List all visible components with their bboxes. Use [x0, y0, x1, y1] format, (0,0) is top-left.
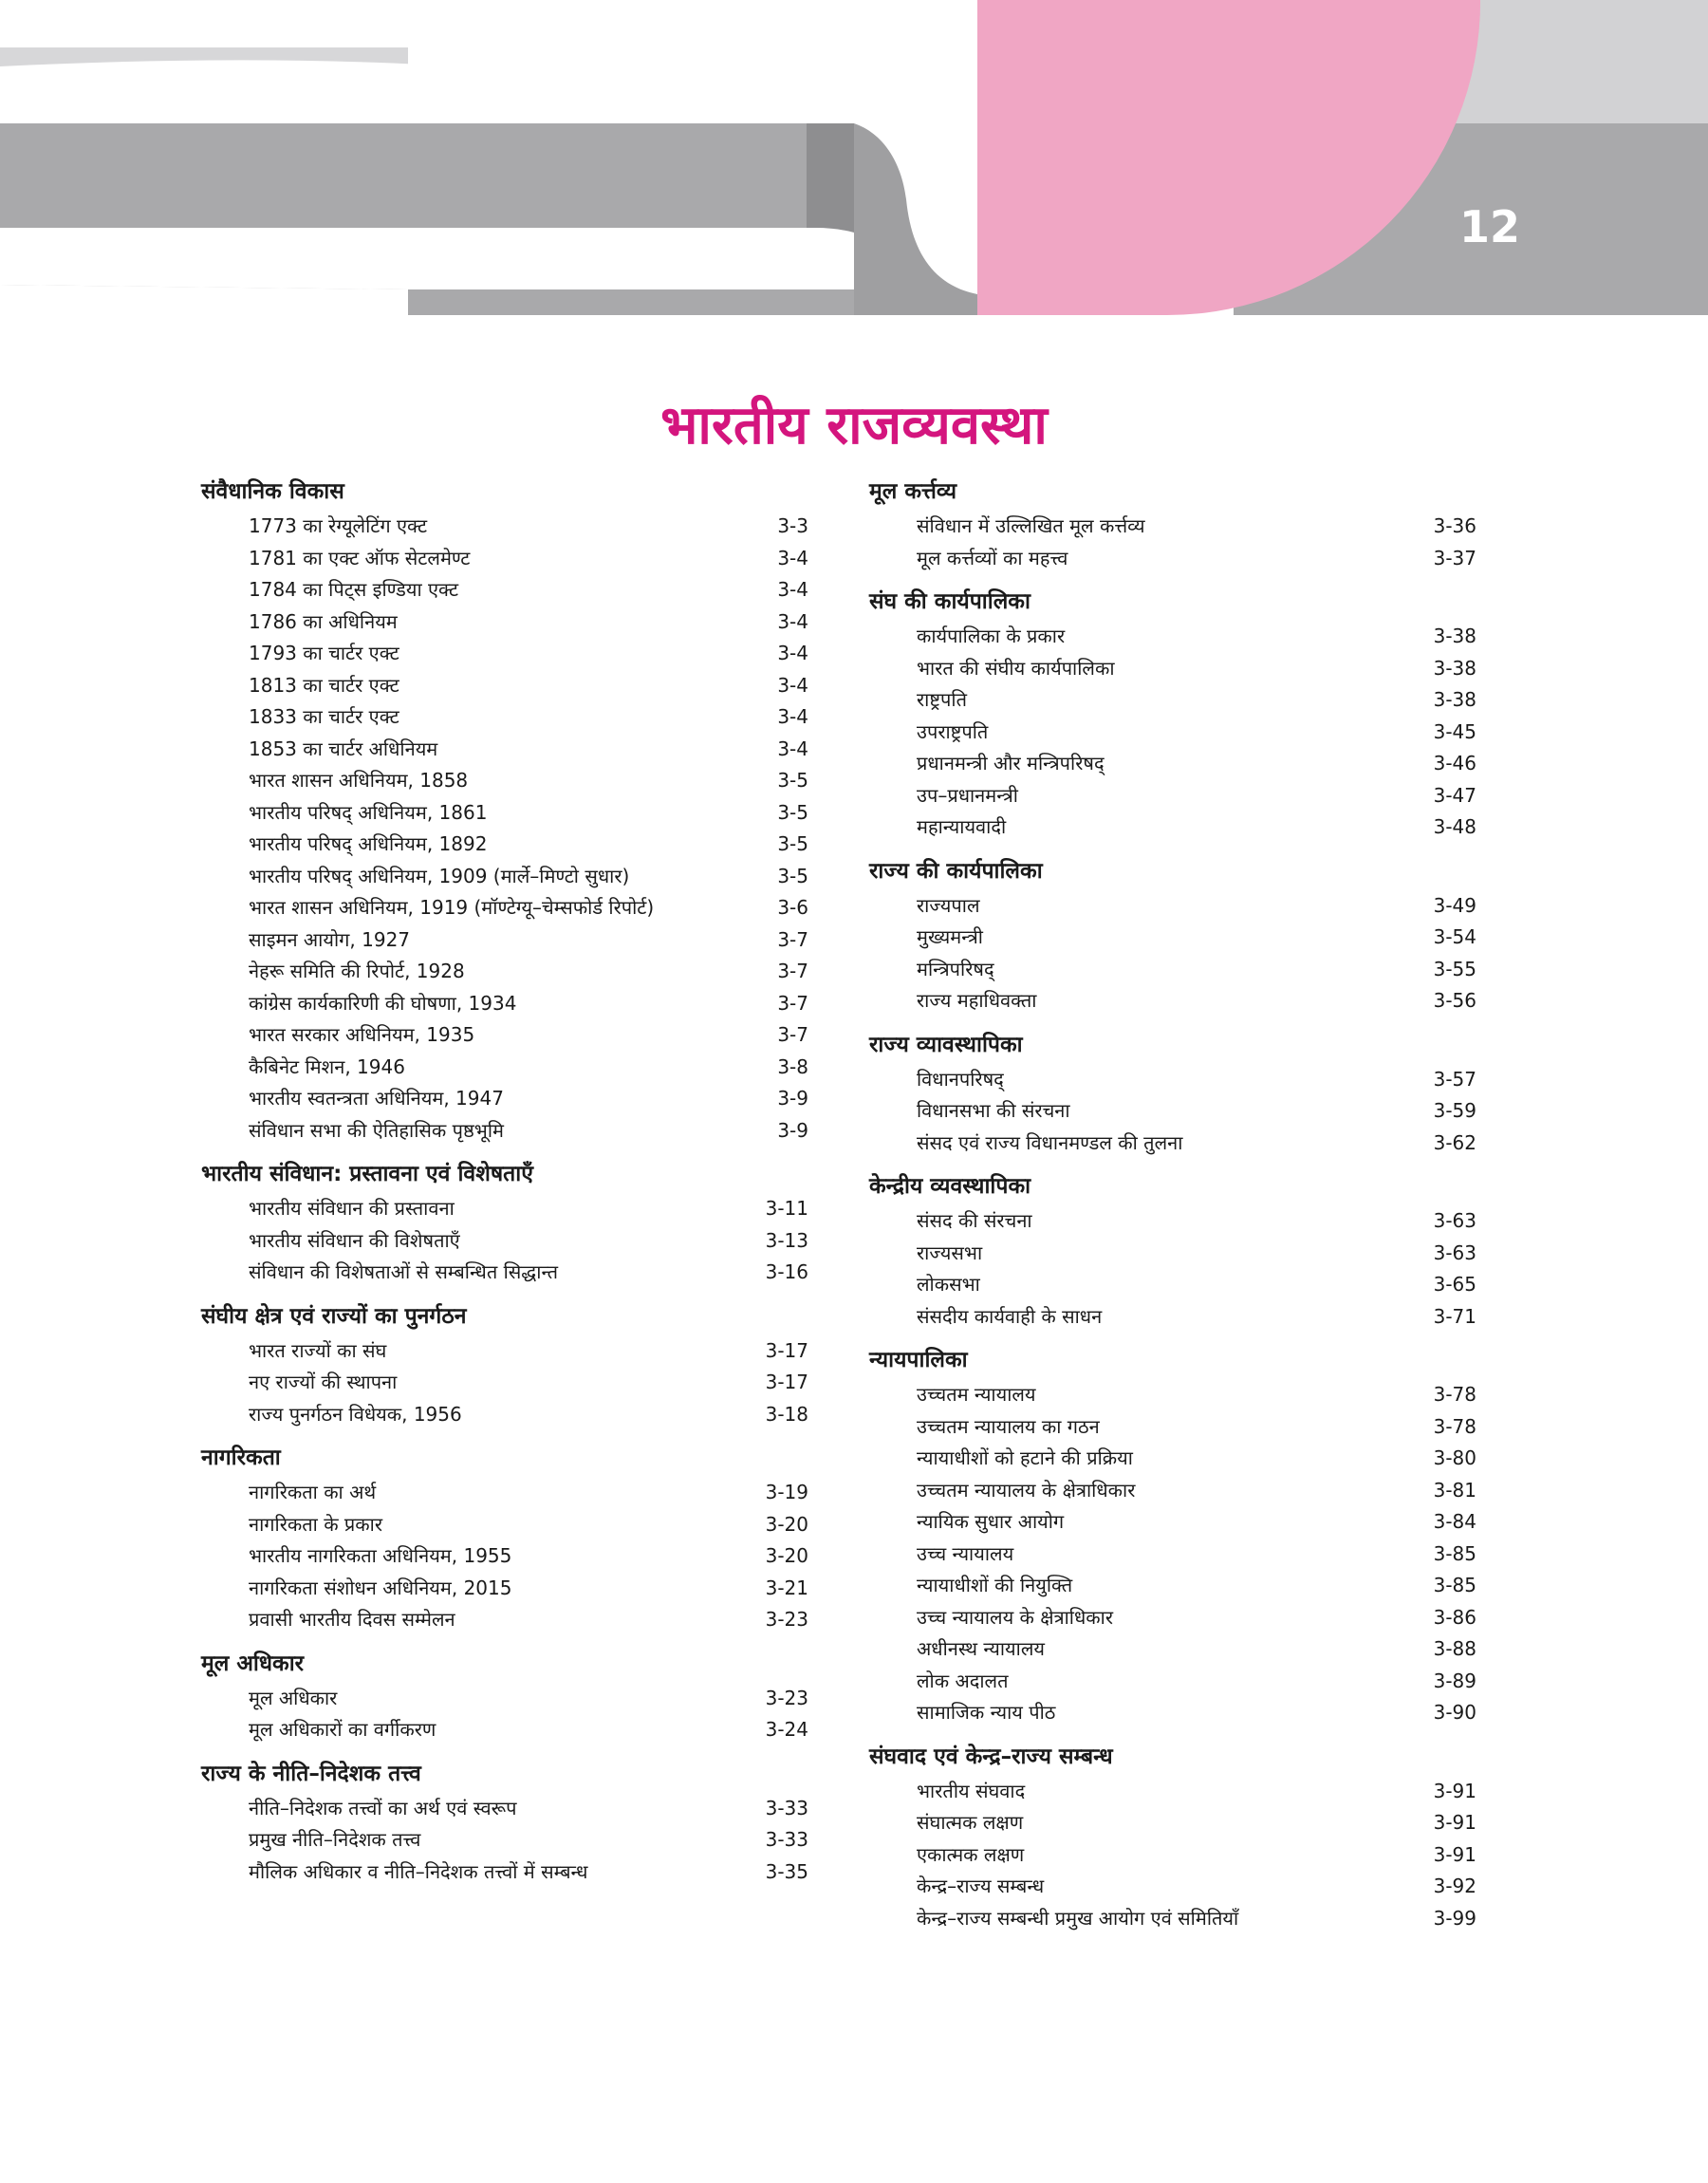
- entry-page-number: 3-88: [1433, 1637, 1476, 1660]
- entry-page-number: 3-59: [1433, 1099, 1476, 1122]
- entry-label: नागरिकता के प्रकार: [249, 1512, 383, 1536]
- toc-entry[interactable]: [201, 861, 808, 893]
- entry-label: कांग्रेस कार्यकारिणी की घोषणा, 1934: [249, 991, 517, 1015]
- entry-label: राज्यपाल: [917, 893, 980, 917]
- toc-entry[interactable]: [869, 1570, 1476, 1602]
- section-title: संघवाद एवं केन्द्र–राज्य सम्बन्ध: [869, 1744, 1113, 1769]
- entry-page-number: 3-4: [777, 737, 808, 760]
- toc-entry[interactable]: [201, 829, 808, 861]
- entry-page-number: 3-86: [1433, 1605, 1476, 1629]
- entry-label: उच्चतम न्यायालय का गठन: [917, 1414, 1100, 1438]
- toc-entry[interactable]: [201, 1793, 808, 1825]
- toc-section: [869, 1341, 1476, 1729]
- entry-label: साइमन आयोग, 1927: [249, 927, 411, 951]
- entry-label: 1833 का चार्टर एक्ट: [249, 705, 399, 728]
- toc-entry[interactable]: [869, 621, 1476, 653]
- entry-page-number: 3-99: [1433, 1906, 1476, 1930]
- entry-label: सामाजिक न्याय पीठ: [917, 1701, 1056, 1724]
- entry-page-number: 3-62: [1433, 1130, 1476, 1154]
- entry-page-number: 3-5: [777, 832, 808, 855]
- toc-section: [869, 1738, 1476, 1935]
- entry-page-number: 3-23: [765, 1686, 808, 1709]
- toc-entry[interactable]: [201, 1714, 808, 1746]
- entry-page-number: 3-38: [1433, 656, 1476, 680]
- entry-label: मन्त्रिपरिषद्: [917, 957, 994, 980]
- entry-page-number: 3-5: [777, 769, 808, 792]
- toc-entry[interactable]: [869, 1269, 1476, 1301]
- entry-label: विधानसभा की संरचना: [917, 1099, 1070, 1122]
- entry-label: भारत राज्यों का संघ: [249, 1338, 387, 1362]
- entry-label: भारतीय परिषद् अधिनियम, 1861: [249, 800, 488, 824]
- toc-entry[interactable]: [201, 701, 808, 734]
- entry-label: नेहरू समिति की रिपोर्ट, 1928: [249, 960, 465, 982]
- entry-page-number: 3-36: [1433, 514, 1476, 537]
- section-title: संघ की कार्यपालिका: [869, 589, 1030, 614]
- entry-page-number: 3-91: [1433, 1779, 1476, 1802]
- toc-entry[interactable]: [201, 988, 808, 1020]
- entry-label: 1786 का अधिनियम: [249, 609, 398, 633]
- entry-label: भारतीय परिषद् अधिनियम, 1909 (मार्ले–मिण्टो सुधार): [249, 864, 630, 887]
- toc-entry[interactable]: [201, 511, 808, 543]
- toc-entry[interactable]: [201, 638, 808, 670]
- entry-label: भारत सरकार अधिनियम, 1935: [249, 1023, 475, 1046]
- entry-label: संसद एवं राज्य विधानमण्डल की तुलना: [917, 1130, 1183, 1154]
- toc-entry[interactable]: [869, 1475, 1476, 1507]
- toc-entry[interactable]: [869, 985, 1476, 1017]
- banner-graphic: [0, 0, 1708, 315]
- toc-entry[interactable]: [869, 1238, 1476, 1270]
- toc-entry[interactable]: [201, 797, 808, 830]
- entry-label: राष्ट्रपति: [917, 688, 967, 711]
- toc-right-column: [869, 473, 1476, 1943]
- entry-label: प्रवासी भारतीय दिवस सम्मेलन: [249, 1608, 455, 1631]
- entry-page-number: 3-63: [1433, 1241, 1476, 1264]
- entry-page-number: 3-63: [1433, 1209, 1476, 1232]
- entry-page-number: 3-4: [777, 546, 808, 569]
- entry-page-number: 3-17: [765, 1371, 808, 1393]
- toc-entry[interactable]: [869, 1871, 1476, 1903]
- toc-entry[interactable]: [869, 780, 1476, 812]
- toc-entry[interactable]: [201, 1856, 808, 1889]
- toc-entry[interactable]: [869, 717, 1476, 749]
- entry-page-number: 3-4: [777, 578, 808, 601]
- entry-page-number: 3-3: [777, 514, 808, 537]
- entry-label: मूल कर्त्तव्यों का महत्त्व: [917, 546, 1068, 569]
- section-title: मूल कर्त्तव्य: [869, 479, 957, 504]
- section-title: नागरिकता: [201, 1446, 281, 1470]
- toc-entry[interactable]: [201, 1477, 808, 1509]
- entry-page-number: 3-85: [1433, 1541, 1476, 1565]
- entry-label: उपराष्ट्रपति: [917, 719, 989, 743]
- toc-entry[interactable]: [201, 1824, 808, 1856]
- toc-section: [201, 1439, 808, 1636]
- toc-entry[interactable]: [869, 890, 1476, 923]
- toc-entry[interactable]: [201, 1540, 808, 1573]
- entry-page-number: 3-9: [777, 1118, 808, 1142]
- entry-page-number: 3-7: [777, 991, 808, 1015]
- toc-entry[interactable]: [201, 956, 808, 988]
- toc-entry[interactable]: [869, 1506, 1476, 1539]
- entry-label: मूल अधिकार: [249, 1686, 338, 1709]
- entry-label: नागरिकता का अर्थ: [249, 1481, 377, 1503]
- entry-label: मौलिक अधिकार व नीति–निदेशक तत्त्वों में सम्बन्ध: [249, 1859, 588, 1883]
- toc-entry[interactable]: [201, 543, 808, 575]
- entry-label: विधानपरिषद्: [917, 1067, 1004, 1091]
- entry-label: 1793 का चार्टर एक्ट: [249, 642, 399, 664]
- entry-page-number: 3-7: [777, 960, 808, 982]
- entry-label: भारतीय संविधान की प्रस्तावना: [249, 1197, 455, 1220]
- section-title: न्यायपालिका: [869, 1348, 968, 1372]
- toc-section: [869, 1167, 1476, 1333]
- entry-label: प्रधानमन्त्री और मन्त्रिपरिषद्: [917, 752, 1105, 774]
- entry-label: भारतीय संघवाद: [917, 1779, 1026, 1802]
- toc-entry[interactable]: [201, 574, 808, 606]
- toc-entry[interactable]: [869, 1903, 1476, 1935]
- section-title: राज्य के नीति–निदेशक तत्त्व: [201, 1761, 421, 1786]
- entry-label: 1773 का रेग्यूलेटिंग एक्ट: [249, 514, 428, 537]
- entry-page-number: 3-47: [1433, 783, 1476, 807]
- entry-page-number: 3-19: [765, 1481, 808, 1503]
- entry-label: लोकसभा: [917, 1273, 980, 1296]
- entry-page-number: 3-11: [765, 1197, 808, 1220]
- toc-entry[interactable]: [201, 1019, 808, 1052]
- toc-entry[interactable]: [869, 1697, 1476, 1729]
- entry-label: संविधान सभा की ऐतिहासिक पृष्ठभूमि: [249, 1118, 504, 1142]
- toc-entry[interactable]: [869, 1839, 1476, 1872]
- toc-entry[interactable]: [201, 1399, 808, 1431]
- entry-label: संघात्मक लक्षण: [917, 1811, 1024, 1834]
- toc-entry[interactable]: [201, 1604, 808, 1636]
- entry-label: अधीनस्थ न्यायालय: [917, 1637, 1045, 1660]
- entry-label: न्यायिक सुधार आयोग: [917, 1510, 1065, 1533]
- toc-entry[interactable]: [201, 1083, 808, 1115]
- entry-label: लोक अदालत: [917, 1669, 1009, 1692]
- entry-page-number: 3-80: [1433, 1446, 1476, 1469]
- entry-page-number: 3-91: [1433, 1811, 1476, 1834]
- entry-page-number: 3-17: [765, 1338, 808, 1362]
- toc-entry[interactable]: [869, 1666, 1476, 1698]
- entry-label: न्यायाधीशों की नियुक्ति: [917, 1574, 1073, 1596]
- entry-label: न्यायाधीशों को हटाने की प्रक्रिया: [917, 1446, 1133, 1469]
- toc-entry[interactable]: [869, 922, 1476, 954]
- toc-entry[interactable]: [201, 892, 808, 924]
- entry-page-number: 3-33: [765, 1828, 808, 1851]
- entry-label: कैबिनेट मिशन, 1946: [249, 1054, 405, 1078]
- entry-label: उच्च न्यायालय: [917, 1541, 1014, 1565]
- entry-page-number: 3-5: [777, 800, 808, 824]
- toc-entry[interactable]: [869, 1776, 1476, 1808]
- entry-page-number: 3-84: [1433, 1510, 1476, 1533]
- toc-entry[interactable]: [869, 684, 1476, 717]
- entry-label: संविधान में उल्लिखित मूल कर्त्तव्य: [917, 514, 1145, 537]
- entry-page-number: 3-20: [765, 1512, 808, 1536]
- toc-entry[interactable]: [201, 606, 808, 639]
- entry-page-number: 3-9: [777, 1087, 808, 1110]
- toc-entry[interactable]: [201, 924, 808, 957]
- entry-page-number: 3-18: [765, 1402, 808, 1426]
- toc-section: [201, 1645, 808, 1746]
- entry-label: उच्चतम न्यायालय: [917, 1383, 1036, 1406]
- toc-entry[interactable]: [869, 1633, 1476, 1666]
- entry-label: राज्यसभा: [917, 1241, 983, 1264]
- toc-entry[interactable]: [869, 1205, 1476, 1238]
- toc-entry[interactable]: [869, 812, 1476, 844]
- entry-page-number: 3-90: [1433, 1701, 1476, 1724]
- chapter-number: 12: [1458, 201, 1520, 252]
- section-title: राज्य व्यावस्थापिका: [869, 1032, 1023, 1057]
- toc-entry[interactable]: [869, 748, 1476, 780]
- entry-label: संसद की संरचना: [917, 1209, 1032, 1232]
- toc-entry[interactable]: [869, 1095, 1476, 1128]
- entry-page-number: 3-55: [1433, 957, 1476, 980]
- entry-page-number: 3-91: [1433, 1842, 1476, 1866]
- toc-entry[interactable]: [869, 1539, 1476, 1571]
- toc-entry[interactable]: [201, 1683, 808, 1715]
- entry-label: उच्च न्यायालय के क्षेत्राधिकार: [917, 1605, 1114, 1629]
- entry-page-number: 3-37: [1433, 546, 1476, 569]
- entry-page-number: 3-54: [1433, 925, 1476, 948]
- toc-section: [201, 473, 808, 1147]
- toc-entry[interactable]: [869, 653, 1476, 685]
- toc-entry[interactable]: [869, 1128, 1476, 1160]
- section-title: मूल अधिकार: [201, 1651, 305, 1676]
- toc-section: [201, 1755, 808, 1889]
- entry-label: 1784 का पिट्स इण्डिया एक्ट: [249, 578, 459, 601]
- entry-page-number: 3-24: [765, 1718, 808, 1741]
- entry-label: भारतीय परिषद् अधिनियम, 1892: [249, 832, 488, 855]
- entry-page-number: 3-78: [1433, 1414, 1476, 1438]
- toc-section: [869, 1026, 1476, 1160]
- toc-entry[interactable]: [201, 1573, 808, 1605]
- entry-page-number: 3-78: [1433, 1383, 1476, 1406]
- toc-entry[interactable]: [869, 1379, 1476, 1411]
- entry-label: 1781 का एक्ट ऑफ सेटलमेण्ट: [249, 546, 471, 569]
- toc-entry[interactable]: [201, 765, 808, 797]
- toc-entry[interactable]: [201, 1193, 808, 1225]
- entry-page-number: 3-13: [765, 1228, 808, 1252]
- entry-page-number: 3-81: [1433, 1478, 1476, 1502]
- entry-page-number: 3-4: [777, 673, 808, 697]
- entry-page-number: 3-33: [765, 1796, 808, 1819]
- toc-section: [869, 583, 1476, 844]
- entry-label: उप–प्रधानमन्त्री: [917, 783, 1018, 807]
- toc-entry[interactable]: [869, 1411, 1476, 1444]
- entry-page-number: 3-92: [1433, 1875, 1476, 1897]
- entry-label: भारत शासन अधिनियम, 1858: [249, 769, 469, 792]
- entry-label: राज्य पुनर्गठन विधेयक, 1956: [249, 1402, 462, 1426]
- entry-label: भारतीय नागरिकता अधिनियम, 1955: [249, 1544, 512, 1567]
- toc-entry[interactable]: [201, 734, 808, 766]
- entry-page-number: 3-4: [777, 705, 808, 728]
- entry-page-number: 3-6: [777, 896, 808, 919]
- entry-page-number: 3-48: [1433, 815, 1476, 838]
- toc-section: [201, 1155, 808, 1289]
- entry-label: भारतीय संविधान की विशेषताएँ: [249, 1228, 460, 1252]
- entry-label: 1813 का चार्टर एक्ट: [249, 673, 399, 697]
- toc-entry[interactable]: [869, 1443, 1476, 1475]
- entry-page-number: 3-4: [777, 642, 808, 664]
- entry-page-number: 3-21: [765, 1576, 808, 1599]
- entry-label: उच्चतम न्यायालय के क्षेत्राधिकार: [917, 1478, 1136, 1502]
- entry-label: संविधान की विशेषताओं से सम्बन्धित सिद्धान्त: [249, 1260, 559, 1283]
- toc-entry[interactable]: [869, 954, 1476, 986]
- section-title: केन्द्रीय व्यवस्थापिका: [869, 1174, 1031, 1199]
- entry-label: महान्यायवादी: [917, 815, 1007, 838]
- entry-label: मूल अधिकारों का वर्गीकरण: [249, 1718, 436, 1741]
- toc-left-column: [201, 473, 808, 1896]
- toc-section: [869, 473, 1476, 574]
- entry-page-number: 3-8: [777, 1054, 808, 1078]
- entry-label: 1853 का चार्टर अधिनियम: [249, 737, 438, 760]
- entry-page-number: 3-7: [777, 927, 808, 951]
- entry-label: संसदीय कार्यवाही के साधन: [917, 1304, 1103, 1328]
- entry-label: भारत की संघीय कार्यपालिका: [917, 656, 1115, 680]
- section-title: संवैधानिक विकास: [201, 479, 344, 504]
- entry-label: नागरिकता संशोधन अधिनियम, 2015: [249, 1576, 512, 1599]
- entry-label: राज्य महाधिवक्ता: [917, 989, 1037, 1012]
- toc-section: [869, 852, 1476, 1017]
- entry-page-number: 3-49: [1433, 893, 1476, 917]
- toc-entry[interactable]: [201, 1509, 808, 1541]
- entry-label: केन्द्र–राज्य सम्बन्ध: [917, 1875, 1045, 1897]
- entry-label: एकात्मक लक्षण: [917, 1842, 1025, 1866]
- entry-page-number: 3-57: [1433, 1067, 1476, 1091]
- entry-page-number: 3-4: [777, 609, 808, 633]
- entry-label: नए राज्यों की स्थापना: [249, 1371, 398, 1393]
- entry-page-number: 3-85: [1433, 1574, 1476, 1596]
- entry-page-number: 3-65: [1433, 1273, 1476, 1296]
- entry-page-number: 3-38: [1433, 625, 1476, 647]
- entry-page-number: 3-35: [765, 1859, 808, 1883]
- entry-page-number: 3-16: [765, 1260, 808, 1283]
- entry-page-number: 3-7: [777, 1023, 808, 1046]
- entry-label: केन्द्र–राज्य सम्बन्धी प्रमुख आयोग एवं समितियाँ: [917, 1906, 1239, 1930]
- entry-label: कार्यपालिका के प्रकार: [917, 625, 1066, 647]
- toc-entry[interactable]: [869, 511, 1476, 543]
- section-title: संघीय क्षेत्र एवं राज्यों का पुनर्गठन: [201, 1303, 467, 1329]
- entry-page-number: 3-45: [1433, 719, 1476, 743]
- entry-page-number: 3-38: [1433, 688, 1476, 711]
- entry-page-number: 3-71: [1433, 1304, 1476, 1328]
- toc-section: [201, 1297, 808, 1431]
- toc-entry[interactable]: [201, 670, 808, 702]
- toc-entry[interactable]: [201, 1335, 808, 1368]
- header-banner: [0, 0, 1708, 315]
- toc-entry[interactable]: [201, 1257, 808, 1289]
- entry-page-number: 3-5: [777, 864, 808, 887]
- toc-entry[interactable]: [869, 1064, 1476, 1096]
- entry-page-number: 3-46: [1433, 752, 1476, 774]
- toc-entry[interactable]: [869, 1807, 1476, 1839]
- entry-label: भारत शासन अधिनियम, 1919 (मॉण्टेग्यू–चेम्सफोर्ड रिपोर्ट): [249, 896, 655, 919]
- entry-page-number: 3-23: [765, 1608, 808, 1631]
- entry-page-number: 3-20: [765, 1544, 808, 1567]
- entry-label: नीति–निदेशक तत्त्वों का अर्थ एवं स्वरूप: [249, 1796, 517, 1819]
- entry-label: प्रमुख नीति–निदेशक तत्त्व: [249, 1828, 421, 1851]
- entry-label: मुख्यमन्त्री: [917, 925, 983, 948]
- section-title: राज्य की कार्यपालिका: [869, 858, 1043, 884]
- toc-entry[interactable]: [201, 1052, 808, 1084]
- entry-page-number: 3-56: [1433, 989, 1476, 1012]
- toc-entry[interactable]: [201, 1115, 808, 1147]
- page-title: भारतीय राजव्यवस्था: [660, 395, 1048, 457]
- entry-label: भारतीय स्वतन्त्रता अधिनियम, 1947: [249, 1087, 504, 1110]
- toc-entry[interactable]: [869, 1602, 1476, 1634]
- toc-entry[interactable]: [201, 1225, 808, 1258]
- entry-page-number: 3-89: [1433, 1669, 1476, 1692]
- toc-entry[interactable]: [201, 1367, 808, 1399]
- toc-entry[interactable]: [869, 1301, 1476, 1334]
- toc-entry[interactable]: [869, 543, 1476, 575]
- section-title: भारतीय संविधान: प्रस्तावना एवं विशेषताएँ: [201, 1162, 533, 1186]
